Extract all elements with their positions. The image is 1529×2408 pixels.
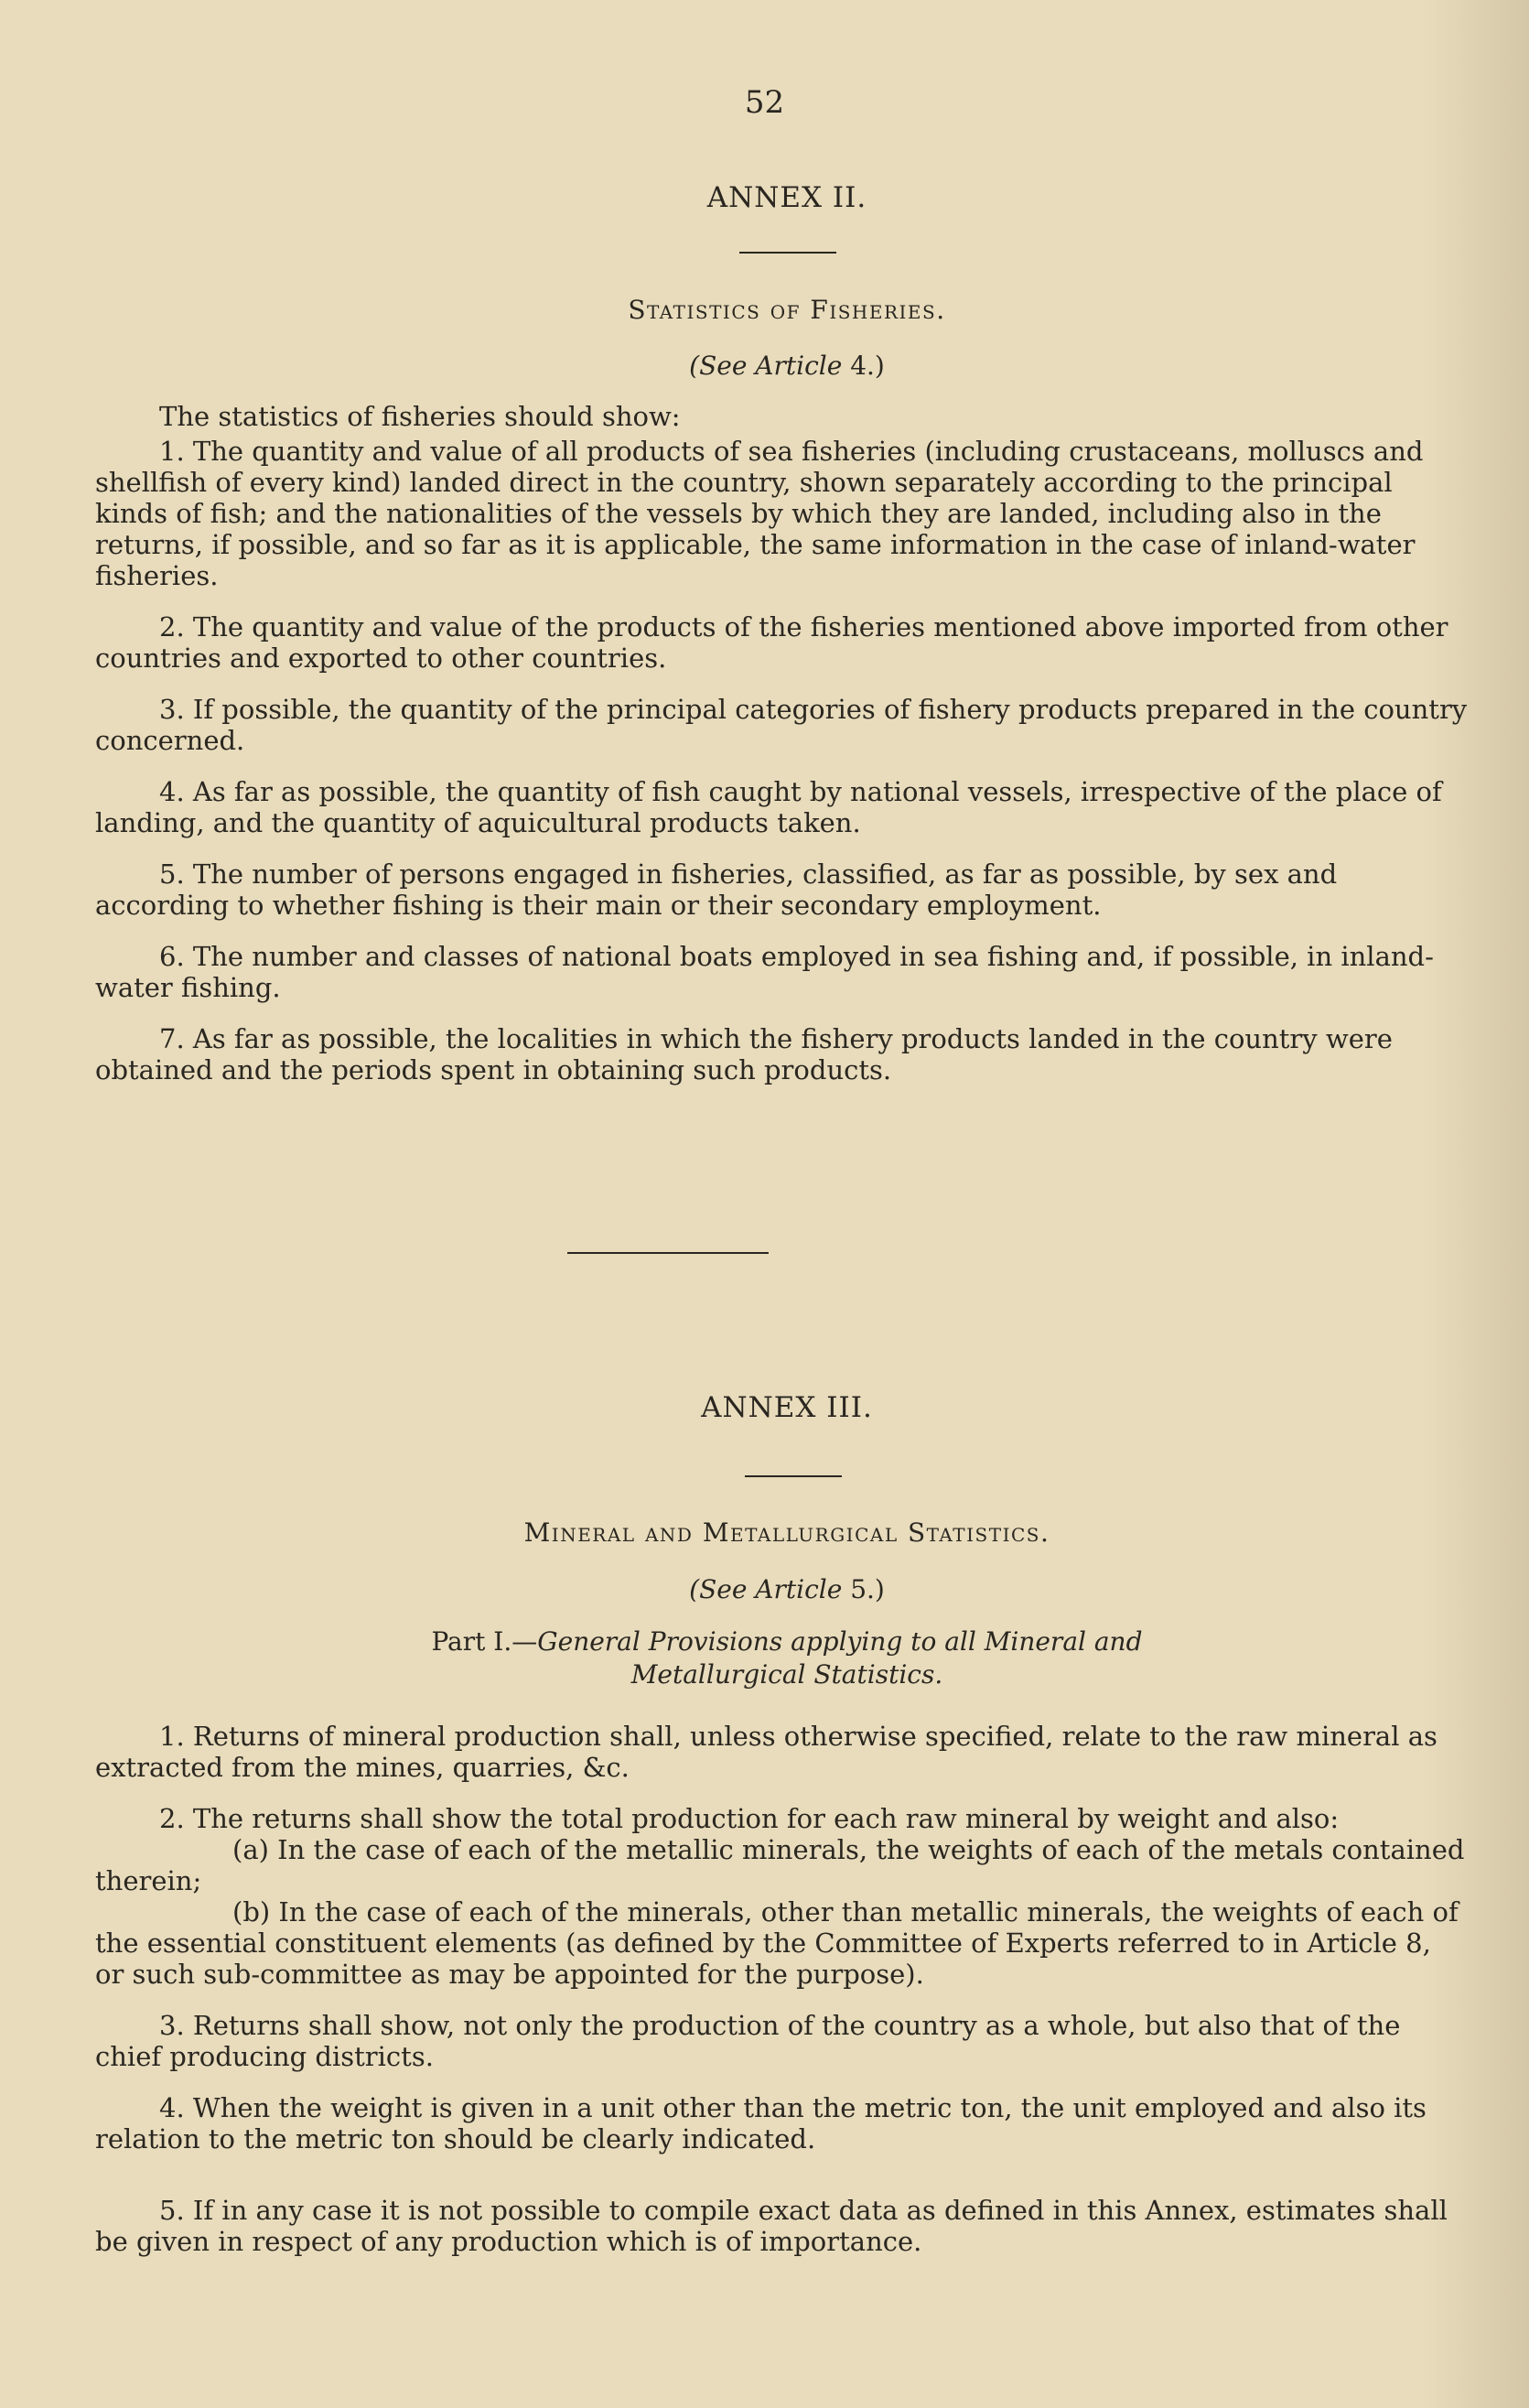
annex-2-item-1: 1. The quantity and value of all products of sea fisheries (including crustaceans, molluscs and shellfish of every kind) landed direct in the country, shown separately according to the principal kinds of fish; and the nationalities of the vessels by which they are landed, including also in the returns, if possible, and so far as it is applicable, the same information in the case of inland-water fisheries. bbox=[95, 436, 1424, 591]
annex-2-see-article bbox=[0, 351, 1529, 381]
part-prefix: Part I.— bbox=[431, 1626, 538, 1657]
part-title-line-1: General Provisions applying to all Mineral and bbox=[537, 1626, 1143, 1657]
annex-3-item-5: 5. If in any case it is not possible to compile exact data as defined in this Annex, estimates shall be given in respect of any production which is of importance. bbox=[95, 2195, 1448, 2257]
annex-3-item-1: 1. Returns of mineral production shall, unless otherwise specified, relate to the raw mineral as extracted from the mines, quarries, &c. bbox=[95, 1721, 1437, 1783]
annex-3-body bbox=[95, 1721, 1468, 2277]
annex-3-part-heading bbox=[0, 1625, 1529, 1691]
annex-2-subtitle: Statistics of Fisheries. bbox=[628, 295, 946, 325]
annex-2-item-5: 5. The number of persons engaged in fisheries, classified, as far as possible, by sex and according to whether fishing is their main or their secondary employment. bbox=[95, 858, 1338, 921]
annex-3-title: ANNEX III. bbox=[701, 1391, 873, 1424]
annex-2-item-3: 3. If possible, the quantity of the principal categories of fishery products prepared in the country concerned. bbox=[95, 694, 1468, 756]
annex-3-item-2: 2. The returns shall show the total production for each raw mineral by weight and also: bbox=[159, 1803, 1340, 1834]
see-article-prefix: (See Article bbox=[689, 1574, 843, 1604]
annex-3-subitem-b: (b) In the case of each of the minerals, other than metallic minerals, the weights of each of the essential constituent elements (as defined by the Committee of Experts referred to in Article 8, or such sub-committee as may be appointed for the purpose). bbox=[95, 1896, 1459, 1990]
see-article-suffix: 4.) bbox=[850, 351, 885, 381]
annex-3-see-article bbox=[0, 1574, 1529, 1604]
annex-2-intro: The statistics of fisheries should show: bbox=[159, 401, 681, 432]
part-title-line-2: Metallurgical Statistics. bbox=[630, 1659, 943, 1690]
section-separator bbox=[567, 1252, 769, 1254]
annex-2-item-7: 7. As far as possible, the localities in which the fishery products landed in the country were obtained and the periods spent in obtaining such products. bbox=[95, 1023, 1393, 1085]
see-article-suffix: 5.) bbox=[850, 1574, 885, 1604]
page-number: 52 bbox=[744, 84, 785, 121]
annex-3-item-4: 4. When the weight is given in a unit other than the metric ton, the unit employed and also its relation to the metric ton should be clearly indicated. bbox=[95, 2092, 1427, 2154]
annex-2-title: ANNEX II. bbox=[706, 181, 867, 214]
annex-2-item-4: 4. As far as possible, the quantity of fish caught by national vessels, irrespective of the place of landing, and the quantity of aquicultural products taken. bbox=[95, 776, 1442, 838]
annex-2-body bbox=[95, 401, 1468, 1106]
annex-2-rule bbox=[739, 252, 836, 254]
annex-2-item-2: 2. The quantity and value of the products of the fisheries mentioned above imported from other countries and exported to other countries. bbox=[95, 611, 1448, 674]
annex-2-item-6: 6. The number and classes of national boats employed in sea fishing and, if possible, in inland-water fishing. bbox=[95, 941, 1434, 1003]
annex-3-subtitle: Mineral and Metallurgical Statistics. bbox=[523, 1517, 1050, 1548]
annex-3-subitem-a: (a) In the case of each of the metallic minerals, the weights of each of the metals contained therein; bbox=[95, 1834, 1465, 1896]
annex-3-rule bbox=[745, 1475, 842, 1477]
see-article-prefix: (See Article bbox=[689, 351, 843, 381]
annex-3-item-3: 3. Returns shall show, not only the production of the country as a whole, but also that of the chief producing districts. bbox=[95, 2010, 1401, 2072]
